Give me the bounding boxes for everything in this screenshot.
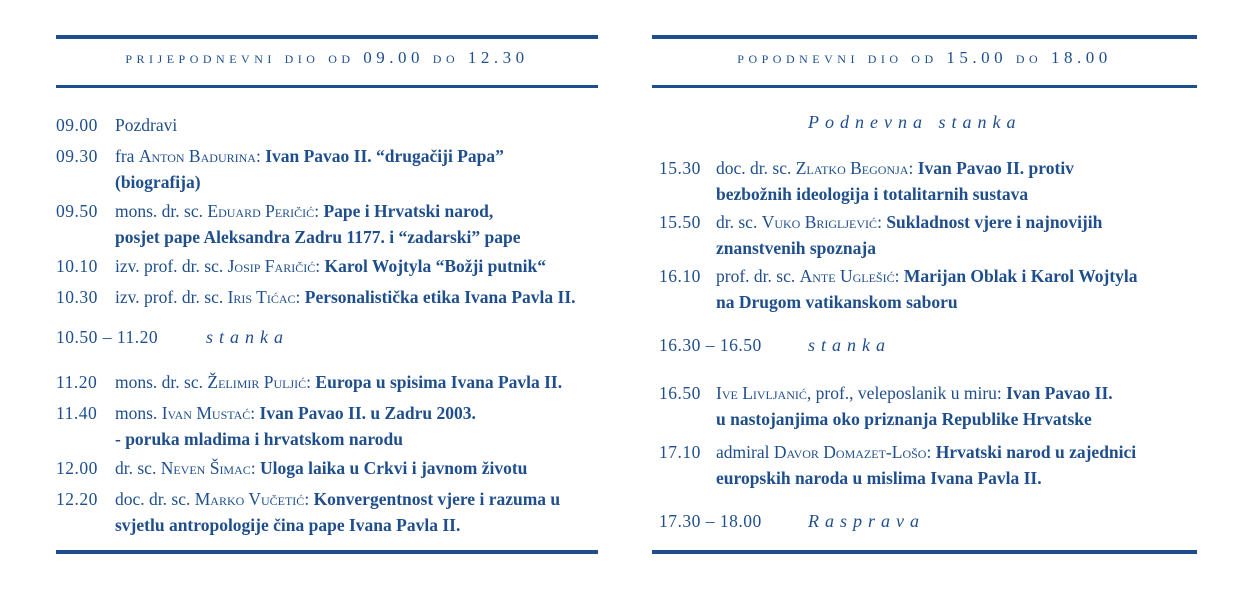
- top-rule: [56, 35, 598, 39]
- header-rule: [652, 85, 1197, 88]
- header-rule: [56, 85, 598, 88]
- morning-header: prijepodnevni dio od 09.00 do 12.30: [125, 48, 529, 67]
- bottom-rule: [56, 550, 598, 554]
- afternoon-header: popodnevni dio od 15.00 do 18.00: [737, 48, 1112, 67]
- bottom-rule: [652, 550, 1197, 554]
- top-rule: [652, 35, 1197, 39]
- noon-break: Podnevna stanka: [808, 112, 1022, 132]
